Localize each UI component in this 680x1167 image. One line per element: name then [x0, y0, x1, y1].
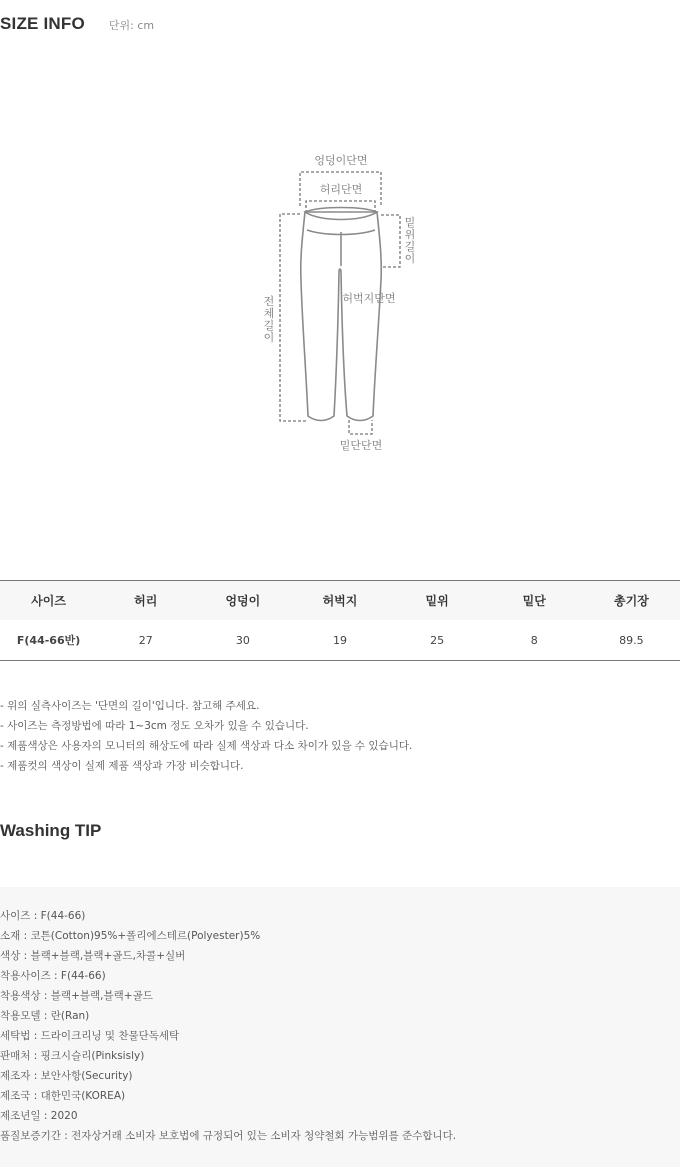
- svg-text:이: 이: [404, 252, 416, 265]
- product-info-list: [0, 906, 456, 1146]
- table-cell: 89.5: [583, 620, 680, 661]
- thigh-label: 허벅지단면: [342, 292, 396, 305]
- column-header: 사이즈: [0, 581, 97, 621]
- hip-label: 엉덩이단면: [314, 154, 368, 167]
- svg-text:위: 위: [404, 228, 416, 241]
- note-item: - 위의 실측사이즈는 '단면의 길이'입니다. 참고해 주세요.: [0, 700, 260, 712]
- note-item: - 제품컷의 색상이 실제 제품 색상과 가장 비슷합니다.: [0, 760, 244, 772]
- size-info-title: SIZE INFO: [0, 14, 85, 33]
- svg-text:길: 길: [404, 240, 416, 253]
- info-item: 착용모델 : 란(Ran): [0, 1010, 90, 1022]
- svg-text:밑: 밑: [404, 216, 416, 229]
- pants-measurement-diagram: [250, 140, 440, 460]
- column-header: 허리: [97, 581, 194, 621]
- pants-outline: [301, 208, 382, 421]
- info-item: 착용색상 : 블랙+블랙,블랙+골드: [0, 990, 153, 1002]
- total-length-measure-line: [280, 214, 308, 421]
- info-item: 세탁법 : 드라이크리닝 및 찬물단독세탁: [0, 1030, 180, 1042]
- info-item: 사이즈 : F(44-66): [0, 910, 86, 922]
- info-item: 제조국 : 대한민국(KOREA): [0, 1090, 126, 1102]
- waist-label: 허리단면: [319, 183, 363, 196]
- size-info-header: [0, 14, 154, 34]
- table-cell: F(44-66반): [0, 620, 97, 661]
- info-item: 소재 : 코튼(Cotton)95%+폴리에스테르(Polyester)5%: [0, 930, 261, 942]
- size-notes: [0, 696, 412, 776]
- size-table: [0, 580, 680, 661]
- table-cell: 27: [97, 620, 194, 661]
- info-item: 색상 : 블랙+블랙,블랙+골드,차콜+실버: [0, 950, 186, 962]
- rise-measure-line: [381, 215, 400, 267]
- column-header: 허벅지: [291, 581, 388, 621]
- column-header: 밑단: [486, 581, 583, 621]
- info-item: 제조자 : 보안사항(Security): [0, 1070, 133, 1082]
- hem-label: 밑단단면: [339, 439, 383, 452]
- table-cell: 19: [291, 620, 388, 661]
- table-cell: 30: [194, 620, 291, 661]
- column-header: 밑위: [389, 581, 486, 621]
- table-cell: 25: [389, 620, 486, 661]
- column-header: 엉덩이: [194, 581, 291, 621]
- info-item: 제조년일 : 2020: [0, 1110, 78, 1122]
- svg-text:체: 체: [263, 307, 275, 320]
- table-cell: 8: [486, 620, 583, 661]
- table-row: [0, 620, 680, 661]
- info-item: 판매처 : 핑크시슬리(Pinksisly): [0, 1050, 145, 1062]
- svg-text:이: 이: [263, 331, 275, 344]
- column-header: 총기장: [583, 581, 680, 621]
- note-item: - 사이즈는 측정방법에 따라 1~3cm 정도 오차가 있을 수 있습니다.: [0, 720, 309, 732]
- washing-tip-title: Washing TIP: [0, 821, 102, 840]
- unit-label: 단위: cm: [108, 19, 155, 32]
- pants-diagram-svg: [250, 140, 440, 460]
- hem-measure-line: [349, 420, 372, 434]
- size-table-header-row: [0, 581, 680, 621]
- rise-label: [405, 215, 416, 265]
- svg-text:길: 길: [263, 319, 275, 332]
- svg-text:전: 전: [263, 295, 275, 308]
- total-length-label: [264, 294, 275, 344]
- info-item: 착용사이즈 : F(44-66): [0, 970, 106, 982]
- note-item: - 제품색상은 사용자의 모니터의 해상도에 따라 실제 색상과 다소 차이가 있을 수 있습니다.: [0, 740, 413, 752]
- info-item: 품질보증기간 : 전자상거래 소비자 보호법에 규정되어 있는 소비자 청약철회 가능범위를 준수합니다.: [0, 1130, 457, 1142]
